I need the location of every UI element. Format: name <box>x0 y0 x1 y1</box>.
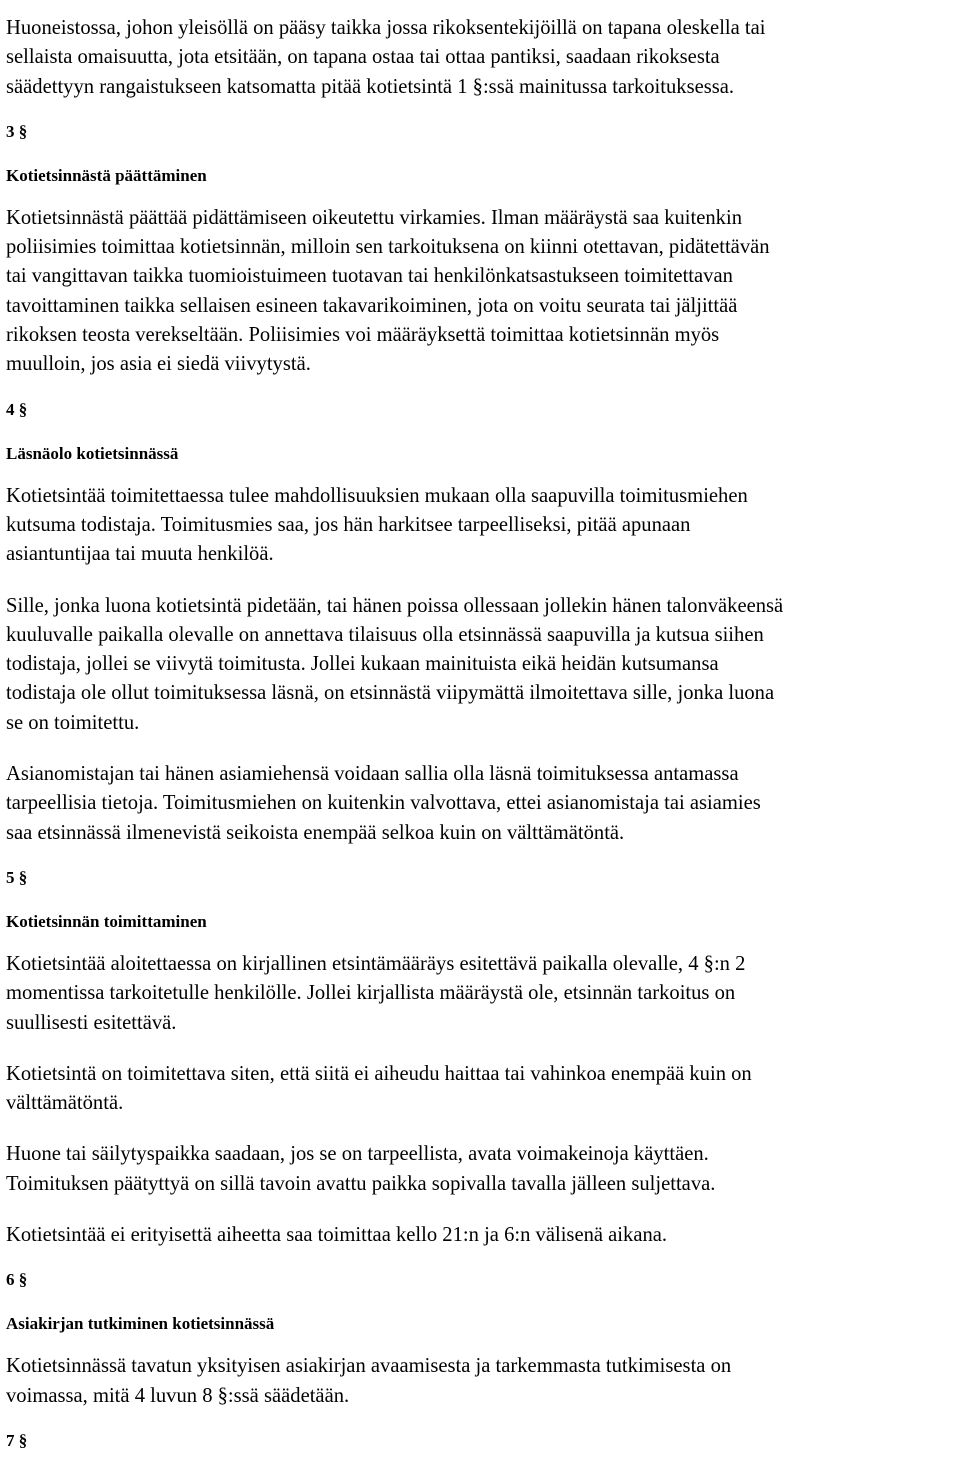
section-paragraph <box>6 204 946 380</box>
section-heading: Läsnäolo kotietsinnässä <box>6 443 179 463</box>
section-heading: Kotietsinnän toimittaminen <box>6 911 207 931</box>
section-number: 6 § <box>6 1270 28 1290</box>
text-line: rikoksen teosta verekseltään. Poliisimies voi määräyksettä toimittaa kotietsinnän myös <box>6 324 720 347</box>
text-line: tavoittaminen taikka sellaisen esineen takavarikoiminen, jota on voitu seurata tai jäljittää <box>6 294 738 317</box>
section-paragraph <box>6 760 946 848</box>
text-line: muulloin, jos asia ei siedä viivytystä. <box>6 353 311 376</box>
text-line: Kotietsinnästä päättää pidättämiseen oikeutettu virkamies. Ilman määräystä saa kuitenkin <box>6 206 742 229</box>
text-line: kuuluvalle paikalla olevalle on annettava tilaisuus olla etsinnässä saapuvilla ja kutsua siihen <box>6 623 764 646</box>
section-paragraph <box>6 592 946 738</box>
text-line: se on toimitettu. <box>6 711 140 734</box>
text-line: Toimituksen päätyttyä on sillä tavoin avattu paikka sopivalla tavalla jälleen suljettava. <box>6 1172 716 1195</box>
section-number: 5 § <box>6 867 28 887</box>
text-line: todistaja, jollei se viivytä toimitusta. Jollei kukaan mainituista eikä heidän kutsumansa <box>6 653 719 676</box>
text-line: Huone tai säilytyspaikka saadaan, jos se on tarpeellista, avata voimakeinoja käyttäen. <box>6 1143 709 1166</box>
intro-paragraph <box>6 14 946 102</box>
section-paragraph <box>6 950 946 1038</box>
text-line: Kotietsintää aloitettaessa on kirjallinen etsintämääräys esitettävä paikalla olevalle, 4 §:n 2 <box>6 952 746 975</box>
text-line: saa etsinnässä ilmenevistä seikoista enempää selkoa kuin on välttämätöntä. <box>6 821 625 844</box>
text-line: todistaja ole ollut toimituksessa läsnä, on etsinnästä viipymättä ilmoitettava sille, jonka luona <box>6 682 775 705</box>
section-paragraph <box>6 1221 946 1250</box>
section-number: 3 § <box>6 121 28 141</box>
section-heading: Kotietsinnästä päättäminen <box>6 165 207 185</box>
text-line: Huoneistossa, johon yleisöllä on pääsy taikka jossa rikoksentekijöillä on tapana oleskella tai <box>6 17 766 39</box>
document-body <box>6 0 946 1453</box>
section-paragraph <box>6 1060 946 1119</box>
text-line: suullisesti esitettävä. <box>6 1011 177 1034</box>
text-line: poliisimies toimittaa kotietsinnän, milloin sen tarkoituksena on kiinni otettavan, pidätettävän <box>6 236 770 259</box>
text-line: Asianomistajan tai hänen asiamiehensä voidaan sallia olla läsnä toimituksessa antamassa <box>6 763 739 786</box>
section-paragraph <box>6 1140 946 1199</box>
text-line: tarpeellisia tietoja. Toimitusmiehen on kuitenkin valvottava, ettei asianomistaja tai asiamies <box>6 792 761 815</box>
text-line: Kotietsintää toimitettaessa tulee mahdollisuuksien mukaan olla saapuvilla toimitusmiehen <box>6 484 748 507</box>
text-line: Kotietsintää ei erityisettä aiheetta saa toimittaa kello 21:n ja 6:n välisenä aikana. <box>6 1224 668 1247</box>
text-line: Kotietsinnässä tavatun yksityisen asiakirjan avaamisesta ja tarkemmasta tutkimisesta on <box>6 1355 732 1378</box>
section-paragraph <box>6 482 946 570</box>
section-heading: Asiakirjan tutkiminen kotietsinnässä <box>6 1314 275 1334</box>
text-line: voimassa, mitä 4 luvun 8 §:ssä säädetään. <box>6 1384 350 1407</box>
section-paragraph <box>6 1352 946 1411</box>
text-line: Kotietsintä on toimitettava siten, että siitä ei aiheudu haittaa tai vahinkoa enempää kuin on <box>6 1062 752 1085</box>
text-line: välttämätöntä. <box>6 1092 124 1115</box>
text-line: momentissa tarkoitetulle henkilölle. Jollei kirjallista määräystä ole, etsinnän tarkoitus on <box>6 982 736 1005</box>
text-line: tai vangittavan taikka tuomioistuimeen tuotavan tai henkilönkatsastukseen toimitettavan <box>6 265 733 288</box>
text-line: asiantuntijaa tai muuta henkilöä. <box>6 543 274 566</box>
text-line: Sille, jonka luona kotietsintä pidetään, tai hänen poissa ollessaan jollekin hänen talonväkeensä <box>6 594 784 617</box>
section-number: 4 § <box>6 399 28 419</box>
section-number: 7 § <box>6 1430 28 1450</box>
text-line: kutsuma todistaja. Toimitusmies saa, jos hän harkitsee tarpeelliseksi, pitää apunaan <box>6 513 691 536</box>
text-line: sellaista omaisuutta, jota etsitään, on tapana ostaa tai ottaa pantiksi, saadaan rikoksesta <box>6 46 720 69</box>
text-line: säädettyyn rangaistukseen katsomatta pitää kotietsintä 1 §:ssä mainitussa tarkoituksessa. <box>6 75 735 98</box>
